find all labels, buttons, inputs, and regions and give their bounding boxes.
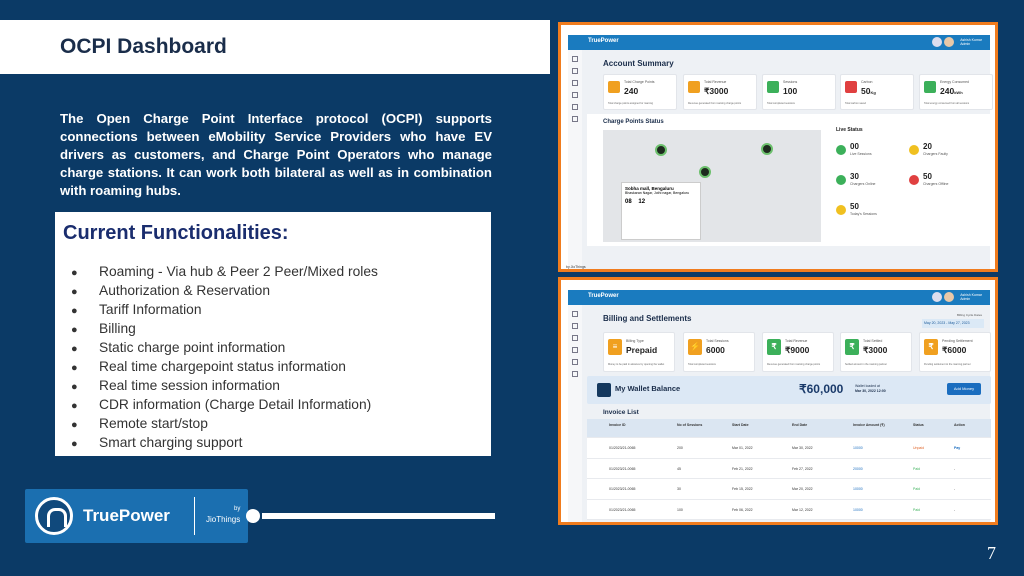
invoice-cell: Mar 30, 2022: [792, 446, 813, 450]
logo-brand: TruePower: [83, 506, 170, 525]
app-brand: TruePower: [588, 293, 619, 299]
summary-card[interactable]: [762, 74, 836, 110]
card-note: Total carbon saved: [845, 102, 866, 105]
bullet-icon: ●: [71, 438, 78, 450]
invoice-cell: 45: [677, 466, 681, 471]
card-note: Total energy consumed from all sessions: [924, 102, 970, 105]
invoice-cell: Unpaid: [913, 446, 925, 450]
functionality-item: ● Static charge point information: [71, 339, 378, 358]
app-header: [568, 35, 990, 50]
sidebar-item-reports[interactable]: [572, 359, 578, 365]
user-name: Ashish Kumar Admin: [960, 293, 982, 301]
charger-pin[interactable]: [655, 144, 667, 156]
sidebar-item-settings[interactable]: [572, 116, 578, 122]
card-label: Energy Consumed: [940, 80, 969, 84]
card-note: Total completed sessions: [688, 363, 716, 366]
billing-card[interactable]: [919, 332, 991, 372]
invoice-cell: 10000: [853, 487, 863, 491]
billing-screenshot: [558, 277, 998, 525]
card-value: ₹6000: [942, 345, 967, 355]
divider-line: [262, 513, 495, 519]
invoice-cell: Mar 12, 2022: [792, 507, 813, 512]
wallet-amount: ₹60,000: [799, 382, 844, 396]
invoice-cell: 30: [677, 487, 681, 491]
invoice-cell: 20000: [853, 466, 863, 471]
card-value: 240kWh: [940, 86, 963, 96]
live-stat-label: Today's Sessions: [850, 212, 877, 216]
live-stat: [836, 172, 906, 192]
bullet-icon: ●: [71, 400, 78, 412]
card-icon: ₹: [767, 339, 781, 355]
status-dot-icon: [836, 205, 846, 215]
bullet-icon: ●: [71, 381, 78, 393]
card-label: Carbon: [861, 80, 873, 84]
logo-by: by: [234, 506, 241, 512]
date-range-picker[interactable]: May 20, 2023 - May 27, 2023: [922, 319, 984, 328]
sidebar-item-sessions[interactable]: [572, 80, 578, 86]
column-header: Invoice ID: [609, 423, 626, 427]
card-value: 240: [624, 86, 639, 96]
invoice-cell: 01/2023/21-0065: [609, 507, 636, 512]
invoice-cell: Paid: [913, 466, 921, 471]
column-header: Action: [954, 423, 965, 427]
sidebar-item-settings[interactable]: [572, 371, 578, 377]
title-bar: [0, 20, 550, 74]
card-icon: ≡: [608, 339, 622, 355]
avatar[interactable]: [944, 37, 954, 47]
invoice-header-row: [587, 419, 991, 438]
charge-points-map[interactable]: [603, 130, 821, 242]
charger-pin[interactable]: [699, 166, 711, 178]
intro-text: The Open Charge Point Interface protocol (OCPI) supports connections between eMobility Service Providers who have EV drivers as customers, and Charge Point Operators who manage charge stations. It can work both bilateral as well as in combination with roaming hubs.: [60, 111, 492, 198]
app-header: [568, 290, 990, 305]
invoice-table: [587, 419, 991, 520]
invoice-action[interactable]: -: [954, 507, 956, 512]
status-dot-icon: [909, 145, 919, 155]
logo-divider: [194, 497, 195, 535]
functionality-item: ● Authorization & Reservation: [71, 282, 378, 301]
live-stat-value: 30: [850, 172, 859, 181]
card-label: Total Sessions: [706, 339, 729, 343]
card-note: Total charge points assigned for roaming: [608, 102, 654, 105]
live-stat-label: Chargers Faulty: [923, 152, 948, 156]
card-note: Money to be paid in advance by opening the wallet: [608, 363, 665, 366]
card-note: Revenue generated from roaming charge points: [688, 102, 742, 105]
card-note: Revenue generated from roaming charge points: [767, 363, 821, 366]
jiothings-icon: [246, 509, 260, 523]
summary-card[interactable]: [919, 74, 993, 110]
avatar[interactable]: [944, 292, 954, 302]
billing-card[interactable]: [683, 332, 755, 372]
popup-total: 08: [625, 199, 632, 205]
popup-title: Sobha mall, Bengaluru: [625, 186, 674, 191]
billing-card[interactable]: [840, 332, 912, 372]
functionality-item: ● CDR information (Charge Detail Information): [71, 396, 378, 415]
invoice-cell: 01/2023/21-0065: [609, 446, 636, 450]
card-value: 50Kg: [861, 86, 876, 96]
invoice-cell: Mar 01, 2022: [732, 446, 753, 450]
functionalities-title: Current Functionalities:: [63, 222, 289, 244]
column-header: Start Date: [732, 423, 749, 427]
bullet-icon: ●: [71, 286, 78, 298]
card-icon: [845, 81, 857, 93]
live-stat-value: 50: [850, 202, 859, 211]
functionalities-box: [55, 212, 491, 456]
invoice-cell: Feb 15, 2022: [732, 487, 753, 491]
account-summary-title: Account Summary: [603, 59, 674, 68]
sidebar-item-dashboard[interactable]: [572, 311, 578, 317]
card-icon: [688, 81, 700, 93]
functionality-item: ● Real time session information: [71, 377, 378, 396]
sidebar-item-sessions[interactable]: [572, 335, 578, 341]
column-header: Invoice Amount (₹): [853, 423, 885, 427]
functionality-item: ● Billing: [71, 320, 378, 339]
charge-points-status-panel: [587, 114, 991, 246]
live-stat-value: 50: [923, 172, 932, 181]
functionality-item: ● Real time chargepoint status information: [71, 358, 378, 377]
card-note: Pending settlement to the roaming partner: [924, 363, 971, 366]
charge-points-status-title: Charge Points Status: [603, 119, 664, 125]
card-label: Pending Settlement: [942, 339, 973, 343]
billing-card[interactable]: [603, 332, 675, 372]
card-value: ₹3000: [704, 86, 729, 96]
notification-icon[interactable]: [932, 292, 942, 302]
functionality-item: ● Roaming - Via hub & Peer 2 Peer/Mixed roles: [71, 263, 378, 282]
billing-card[interactable]: [762, 332, 834, 372]
functionality-item: ● Smart charging support: [71, 434, 378, 453]
date-range-caption: Billing Cycle Dates: [956, 313, 982, 317]
live-stat: [909, 142, 979, 162]
invoice-action[interactable]: -: [954, 487, 956, 491]
add-money-button[interactable]: Add Money: [947, 383, 981, 395]
live-stat: [909, 172, 979, 192]
card-icon: ₹: [845, 339, 859, 355]
summary-card[interactable]: [683, 74, 757, 110]
card-value: ₹3000: [863, 345, 888, 355]
table-row[interactable]: [587, 459, 991, 480]
live-stat-label: Chargers Offline: [923, 182, 949, 186]
column-header: End Date: [792, 423, 808, 427]
card-label: Billing Type: [626, 339, 644, 343]
live-stat: [836, 202, 906, 222]
sidebar-item-chargers[interactable]: [572, 68, 578, 74]
notification-icon[interactable]: [932, 37, 942, 47]
invoice-cell: Paid: [913, 507, 921, 512]
logo-partner: JioThings: [206, 515, 241, 524]
invoice-action[interactable]: Pay: [954, 446, 961, 450]
charger-popup: [621, 182, 701, 240]
wallet-title: My Wallet Balance: [615, 384, 681, 393]
card-icon: [767, 81, 779, 93]
card-icon: [608, 81, 620, 93]
sidebar-item-billing[interactable]: [572, 92, 578, 98]
live-stat-value: 20: [923, 142, 932, 151]
account-summary-screenshot: [558, 22, 998, 272]
card-value: 100: [783, 86, 798, 96]
bullet-icon: ●: [71, 343, 78, 355]
billing-content: [582, 305, 990, 522]
live-stat-label: Chargers Online: [850, 182, 876, 186]
invoice-cell: 100: [677, 507, 683, 512]
plug-icon: [35, 497, 73, 535]
card-value: ₹9000: [785, 345, 810, 355]
sidebar-item-dashboard[interactable]: [572, 56, 578, 62]
live-status-panel: [827, 124, 987, 242]
card-label: Sessions: [783, 80, 798, 84]
column-header: Status: [913, 423, 924, 427]
charger-pin[interactable]: [761, 143, 773, 155]
billing-title: Billing and Settlements: [603, 314, 692, 323]
invoice-cell: 01/2023/21-0065: [609, 466, 636, 471]
card-icon: [924, 81, 936, 93]
sidebar-item-reports[interactable]: [572, 104, 578, 110]
functionality-item: ● Remote start/stop: [71, 415, 378, 434]
wallet-balance-bar: [587, 376, 991, 404]
card-note: Total completed sessions: [767, 102, 795, 105]
table-row[interactable]: [587, 500, 991, 521]
card-note: Settled amount in the roaming partner: [845, 363, 887, 366]
status-dot-icon: [909, 175, 919, 185]
invoice-cell: Mar 20, 2022: [792, 487, 813, 491]
app-brand: TruePower: [588, 38, 619, 44]
live-stat-label: Live Sessions: [850, 152, 872, 156]
page-number: 7: [987, 543, 996, 563]
functionality-item: ● Tariff Information: [71, 301, 378, 320]
invoice-cell: 200: [677, 446, 683, 450]
invoice-cell: 01/2023/21-0065: [609, 487, 636, 491]
card-icon: ₹: [924, 339, 938, 355]
invoice-cell: Feb 06, 2022: [732, 507, 753, 512]
invoice-cell: Feb 27, 2022: [792, 466, 813, 471]
invoice-list-title: Invoice List: [603, 409, 639, 416]
bullet-icon: ●: [71, 267, 78, 279]
card-label: Total Revenue: [785, 339, 808, 343]
live-stat-value: 00: [850, 142, 859, 151]
popup-available: 12: [638, 199, 646, 205]
bullet-icon: ●: [71, 362, 78, 374]
card-label: Total Settled: [863, 339, 883, 343]
invoice-action[interactable]: -: [954, 466, 956, 471]
summary-card[interactable]: [603, 74, 677, 110]
invoice-cell: 10000: [853, 446, 863, 450]
bullet-icon: ●: [71, 419, 78, 431]
powered-by: by JioThings: [566, 265, 586, 269]
table-row[interactable]: [587, 438, 991, 459]
column-header: No of Sessions: [677, 423, 703, 427]
live-status-title: Live Status: [836, 127, 863, 133]
truepower-logo: [25, 489, 248, 543]
wallet-icon: [597, 383, 611, 397]
card-icon: ⚡: [688, 339, 702, 355]
summary-card[interactable]: [840, 74, 914, 110]
sidebar: [568, 305, 582, 522]
card-label: Total Revenue: [704, 80, 727, 84]
functionalities-list: [71, 263, 378, 453]
sidebar: [568, 50, 582, 269]
user-name: Ashish Kumar Admin: [960, 38, 982, 46]
status-dot-icon: [836, 145, 846, 155]
slide-title: OCPI Dashboard: [60, 35, 227, 58]
table-row[interactable]: [587, 479, 991, 500]
invoice-cell: 10000: [853, 507, 863, 512]
card-value: Prepaid: [626, 345, 658, 355]
status-dot-icon: [836, 175, 846, 185]
card-label: Total Charge Points: [624, 80, 655, 84]
live-stat: [836, 142, 906, 162]
invoice-cell: Paid: [913, 487, 921, 491]
account-summary-content: [582, 50, 990, 269]
bullet-icon: ●: [71, 324, 78, 336]
wallet-updated: Wallet loaded at Mar 30, 2022 12:00: [855, 384, 886, 393]
card-value: 6000: [706, 345, 725, 355]
invoice-cell: Feb 21, 2022: [732, 466, 753, 471]
bullet-icon: ●: [71, 305, 78, 317]
sidebar-item-billing[interactable]: [572, 347, 578, 353]
popup-address: Bhaskaran Nagar, Jothi nagar, Bengaluru: [625, 191, 690, 195]
sidebar-item-chargers[interactable]: [572, 323, 578, 329]
